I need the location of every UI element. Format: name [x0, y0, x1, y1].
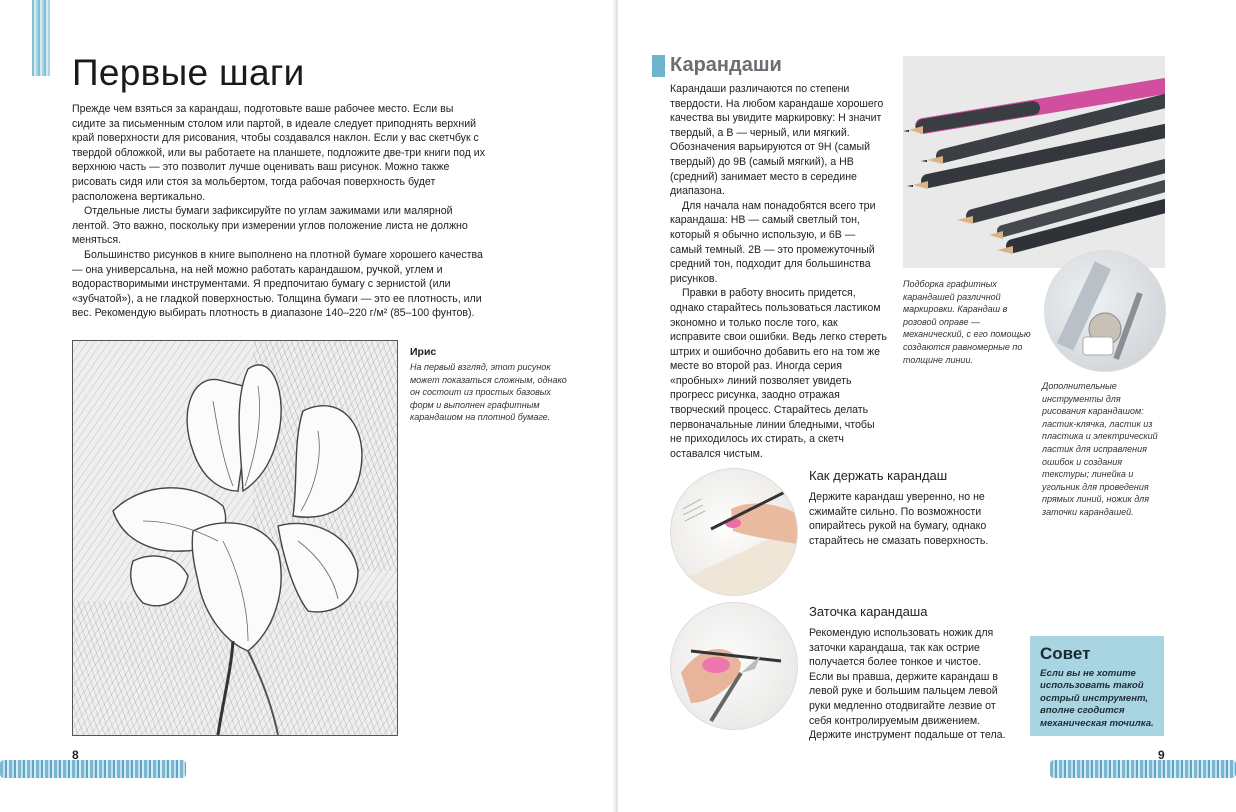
- holding-title: Как держать карандаш: [809, 468, 948, 483]
- holding-pencil-illustration: [671, 469, 797, 595]
- heading-text: Карандаши: [670, 54, 782, 76]
- holding-pencil-photo: [670, 468, 798, 596]
- decorative-stroke-right: [1050, 760, 1236, 778]
- iris-sketch: [73, 341, 397, 735]
- pencils-text: [670, 82, 888, 461]
- sharpening-photo: [670, 602, 798, 730]
- sharpening-title: Заточка карандаша: [809, 604, 928, 619]
- left-page: [0, 0, 616, 812]
- holding-text: Держите карандаш уверенно, но не сжимайте сильно. По возможности опирайтесь рукой на бумагу, однако старайтесь не смазать поверхность.: [809, 491, 989, 547]
- pencils-paragraph-2: Для начала нам понадобятся всего три карандаша: HB — самый светлый тон, который я обычно использую, и 6B — самый темный. 2B — это промежуточный средний тон, подходит для большинства рисунков.: [670, 199, 876, 285]
- iris-caption-title: Ирис: [410, 346, 437, 358]
- tools-illustration: [1045, 251, 1165, 371]
- pencils-photo: [903, 56, 1165, 268]
- decorative-stroke-left: [0, 760, 186, 778]
- tip-box: [1030, 636, 1164, 736]
- intro-paragraph-1: Прежде чем взяться за карандаш, подготовьте ваше рабочее место. Если вы сидите за письменным столом или партой, в идеале следует приподнять верхний край поверхности для рисования, чтобы создавался наклон. Если у вас скетчбук с твердой обложкой, или вы работаете на планшете, подложите две-три книги под их верхнюю часть — это позволит лучше оценивать ваш рисунок. Можно также рисовать сидя или стоя за мольбертом, тогда рабочая поверхность будет расположена вертикально.: [72, 103, 486, 203]
- intro-text: [72, 102, 486, 321]
- iris-drawing: [72, 340, 398, 736]
- sharpening-section: [809, 604, 1009, 743]
- sharpening-illustration: [671, 603, 797, 729]
- iris-caption-text: На первый взгляд, этот рисунок может показаться сложным, однако он состоит из простых базовых форм и выполнен графитным карандашом на плотной бумаге.: [410, 362, 567, 423]
- heading-marker: [652, 55, 665, 77]
- holding-section: [809, 468, 1009, 548]
- pencils-paragraph-3: Правки в работу вносить придется, однако старайтесь пользоваться ластиком экономно и только после того, как исправите свои ошибки. Ведь легко стереть штрих и ошибочно добавить его на том же месте во второй раз. Иногда серия «пробных» линий позволяет увидеть прогресс рисунка, заодно отражая творческий процесс. Старайтесь делать первоначальные линии бледными, чтобы не приходилось их стирать, а скетч оставался чистым.: [670, 287, 887, 460]
- pencils-paragraph-1: Карандаши различаются по степени твердости. На любом карандаше хорошего качества вы увидите маркировку: H значит твердый, а B — черный, или мягкий. Обозначения варьируются от 9H (самый твердый) до 9B (самый мягкий), а HB (средний) занимает место в середине диапазона.: [670, 83, 884, 198]
- intro-paragraph-3: Большинство рисунков в книге выполнено на плотной бумаге хорошего качества — она универсальна, на ней можно работать карандашом, ручкой, углем и водорастворимыми инструментами. Я предпочитаю бумагу с зернистой (или «зубчатой»), а не гладкой поверхностью. Толщина бумаги — это ее плотность, или вес. Рекомендую выбирать плотность в диапазоне 140–220 г/м² (85–100 фунтов).: [72, 248, 483, 320]
- tip-title: Совет: [1040, 644, 1091, 663]
- decorative-blue-strip: [32, 0, 50, 76]
- iris-caption: [410, 346, 570, 424]
- page-number-right: 9: [1158, 748, 1165, 762]
- tools-photo: [1044, 250, 1166, 372]
- pencils-illustration: [903, 56, 1165, 268]
- tip-text: Если вы не хотите использовать такой острый инструмент, вполне сгодится механическая точилка.: [1040, 668, 1154, 729]
- sharpening-text: Рекомендую использовать ножик для заточки карандаша, так как острие получается более тонкое и чистое. Если вы правша, держите карандаш в левой руке и большим пальцем левой руки медленно отодвигайте лезвие от себя контролируемым движением. Держите инструмент подальше от тела.: [809, 627, 1006, 742]
- page-number-left: 8: [72, 748, 79, 762]
- pencils-caption: Подборка графитных карандашей различной маркировки. Карандаш в розовой оправе — механический, с его помощью создаются равномерные по толщине линии.: [903, 279, 1031, 365]
- section-heading: [652, 54, 782, 77]
- page-title: Первые шаги: [72, 52, 305, 93]
- tools-caption: Дополнительные инструменты для рисования карандашом: ластик-клячка, ластик из пластика и электрический ластик для исправления ошибок и создания текстуры; линейка и угольник для проведения прямых линий, ножик для заточки карандашей.: [1042, 381, 1158, 517]
- intro-paragraph-2: Отдельные листы бумаги зафиксируйте по углам зажимами или малярной лентой. Это важно, поскольку при измерении углов положение листа не должно меняться.: [72, 205, 468, 247]
